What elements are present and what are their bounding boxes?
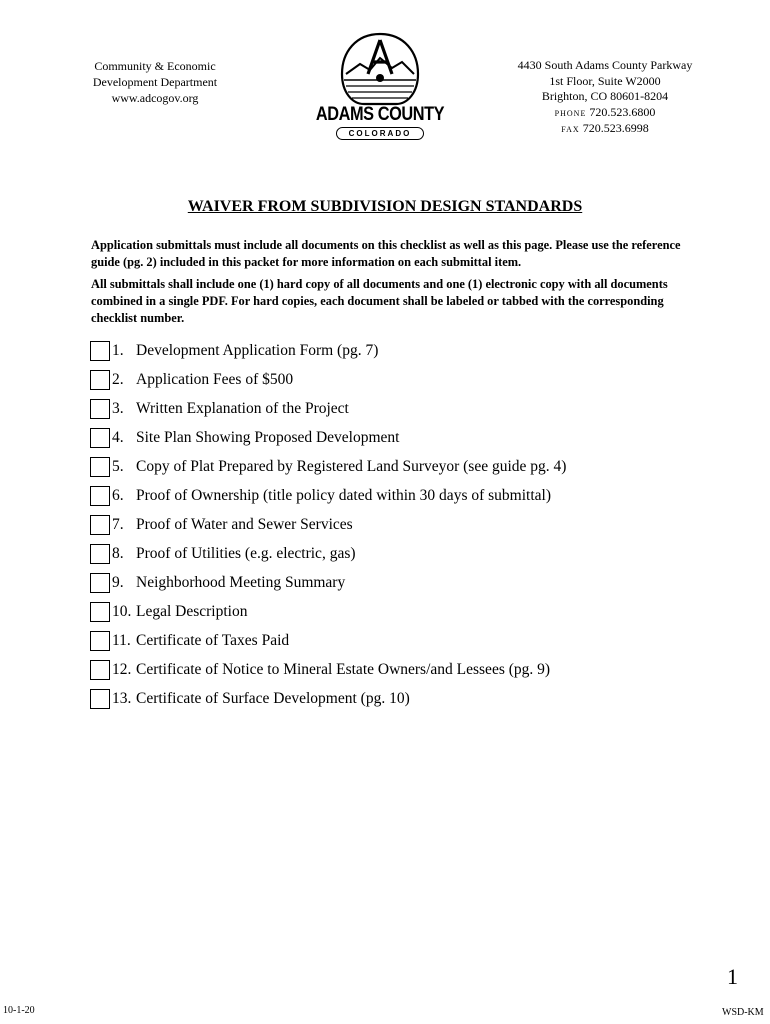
checklist-item [90, 684, 566, 713]
checklist-item-label: Written Explanation of the Project [136, 399, 349, 417]
website-text: www.adcogov.org [111, 91, 199, 105]
checklist-checkbox[interactable] [90, 544, 110, 564]
instructions-paragraph-2: All submittals shall include one (1) hard copy of all documents and one (1) electronic copy with all documents combined in a single PDF. For hard copies, each document shall be labeled or tabbed with the corresponding checklist number. [91, 277, 668, 325]
checklist-item-label: Proof of Utilities (e.g. electric, gas) [136, 544, 356, 562]
fax-label: FAX [561, 125, 580, 134]
checklist-item [90, 336, 566, 365]
checklist-item-number: 10. [112, 602, 132, 620]
checklist-item [90, 452, 566, 481]
phone-line [500, 105, 710, 122]
form-code: WSD-KM [722, 1007, 764, 1018]
revision-date: 10-1-20 [3, 1005, 35, 1016]
checklist-checkbox[interactable] [90, 486, 110, 506]
checklist-checkbox[interactable] [90, 428, 110, 448]
checklist-item-label: Neighborhood Meeting Summary [136, 573, 346, 591]
checklist-item [90, 539, 566, 568]
checklist-checkbox[interactable] [90, 457, 110, 477]
county-name: ADAMS COUNTY [315, 104, 445, 125]
fax-number: 720.523.6998 [582, 121, 649, 135]
submittal-checklist [90, 336, 566, 713]
checklist-item-number: 9. [112, 573, 124, 591]
checklist-item-label: Proof of Ownership (title policy dated within 30 days of submittal) [136, 486, 551, 504]
page-number: 1 [727, 964, 738, 989]
address-line1: 4430 South Adams County Parkway [517, 58, 693, 72]
checklist-item [90, 423, 566, 452]
checklist-item-label: Application Fees of $500 [136, 370, 294, 388]
checklist-item-label: Site Plan Showing Proposed Development [136, 428, 400, 446]
department-info [60, 58, 250, 106]
checklist-checkbox[interactable] [90, 399, 110, 419]
checklist-item-number: 7. [112, 515, 124, 533]
checklist-item-label: Legal Description [136, 602, 248, 620]
department-name-line1: Community & Economic [94, 59, 216, 73]
checklist-item [90, 626, 566, 655]
instructions-paragraph-1: Application submittals must include all documents on this checklist as well as this page. Please use the reference guide (pg. 2) included in this packet for more information on each submittal item. [91, 238, 681, 269]
checklist-item-number: 11. [112, 631, 131, 649]
checklist-item [90, 655, 566, 684]
address-line3: Brighton, CO 80601-8204 [541, 89, 669, 103]
checklist-item-number: 5. [112, 457, 124, 475]
checklist-item-number: 1. [112, 341, 124, 359]
checklist-item-label: Certificate of Taxes Paid [136, 631, 290, 649]
checklist-item [90, 568, 566, 597]
checklist-item-label: Proof of Water and Sewer Services [136, 515, 353, 533]
checklist-checkbox[interactable] [90, 573, 110, 593]
checklist-item [90, 597, 566, 626]
department-name-line2: Development Department [92, 75, 218, 89]
checklist-item-number: 12. [112, 660, 132, 678]
checklist-checkbox[interactable] [90, 515, 110, 535]
checklist-item-label: Copy of Plat Prepared by Registered Land Surveyor (see guide pg. 4) [136, 457, 567, 475]
checklist-item [90, 394, 566, 423]
document-title: WAIVER FROM SUBDIVISION DESIGN STANDARDS [187, 198, 583, 215]
address-line2: 1st Floor, Suite W2000 [549, 73, 661, 88]
checklist-item-number: 4. [112, 428, 124, 446]
checklist-item-label: Certificate of Surface Development (pg. 10) [136, 689, 410, 707]
checklist-item [90, 481, 566, 510]
checklist-checkbox[interactable] [90, 660, 110, 680]
checklist-checkbox[interactable] [90, 602, 110, 622]
checklist-item-label: Development Application Form (pg. 7) [136, 341, 379, 359]
checklist-item [90, 365, 566, 394]
phone-number: 720.523.6800 [589, 104, 656, 119]
checklist-item-label: Certificate of Notice to Mineral Estate Owners/and Lessees (pg. 9) [136, 660, 551, 678]
state-band: COLORADO [336, 127, 424, 140]
checklist-item-number: 2. [112, 370, 124, 388]
checklist-checkbox[interactable] [90, 689, 110, 709]
checklist-checkbox[interactable] [90, 341, 110, 361]
phone-label: PHONE [554, 108, 587, 118]
checklist-item-number: 6. [112, 486, 124, 504]
address-block [500, 58, 710, 138]
checklist-item-number: 13. [112, 689, 132, 707]
checklist-item-number: 8. [112, 544, 124, 562]
checklist-checkbox[interactable] [90, 631, 110, 651]
checklist-checkbox[interactable] [90, 370, 110, 390]
checklist-item-number: 3. [112, 399, 124, 417]
checklist-item [90, 510, 566, 539]
fax-line [500, 121, 710, 138]
